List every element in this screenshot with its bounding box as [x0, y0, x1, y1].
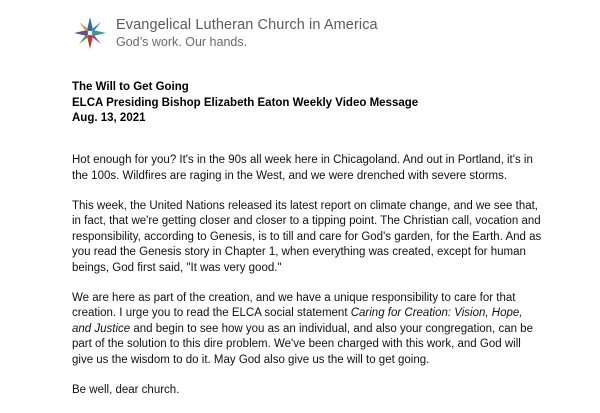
paragraph-4: Be well, dear church. — [72, 383, 180, 396]
message-subtitle: ELCA Presiding Bishop Elizabeth Eaton Weekly Video Message — [72, 96, 419, 109]
message-body — [72, 153, 542, 413]
org-name: Evangelical Lutheran Church in America — [116, 17, 378, 33]
paragraph-3-text-start: We are here as part of the creation, and we have a unique responsibility to care for that creation. I urge you to read the ELCA social statement — [72, 291, 516, 319]
paragraph-2: This week, the United Nations released its latest report on climate change, and we see that, in fact, that we're getting closer and closer to a tipping point. The Christian call, vocation and responsibility, according to Genesis, is to till and care for God's garden, for the Earth. And as you read the Genesis story in Chapter 1, when everything was created, except for human beings, God first said, "It was very good." — [72, 199, 542, 274]
message-title: The Will to Get Going — [72, 81, 189, 93]
paragraph-3-text-end: and begin to see how you as an individual, and also your congregation, can be part of the solution to this dire problem. We've been charged with this work, and God will give us the wisdom to do it. May God also give us the will to get going. — [72, 322, 533, 366]
letterhead — [72, 15, 378, 51]
paragraph-1: Hot enough for you? It's in the 90s all week here in Chicagoland. And out in Portland, it's in the 100s. Wildfires are raging in the West, and we were drenched with severe storms. — [72, 154, 533, 182]
message-header — [72, 80, 542, 127]
paragraph-3 — [72, 291, 542, 369]
elca-cross-logo-icon — [72, 15, 108, 51]
social-statement-title: Caring for Creation: Vision, Hope, and Justice — [72, 307, 523, 335]
message-date: Aug. 13, 2021 — [72, 112, 146, 124]
org-tagline: God’s work. Our hands. — [116, 35, 248, 49]
